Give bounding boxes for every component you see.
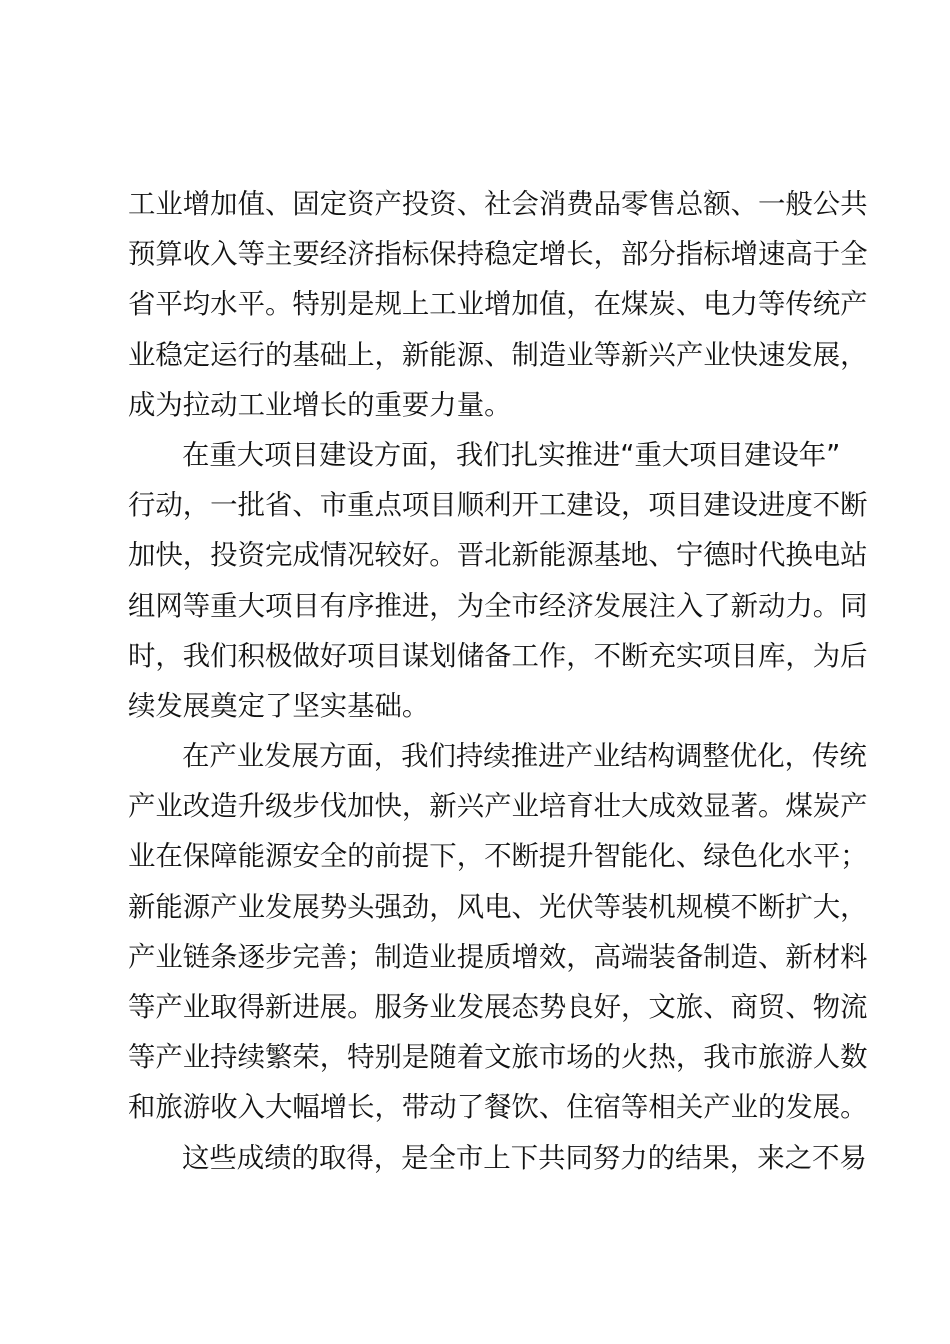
text-line: 省平均水平。特别是规上工业增加值，在煤炭、电力等传统产: [128, 289, 868, 321]
text-line: 等产业持续繁荣，特别是随着文旅市场的火热，我市旅游人数: [128, 1042, 868, 1074]
text-line: 时，我们积极做好项目谋划储备工作，不断充实项目库，为后: [128, 640, 868, 672]
paragraph-2: [128, 431, 868, 732]
text-line: 业稳定运行的基础上，新能源、制造业等新兴产业快速发展，: [128, 339, 868, 371]
text-line: 行动，一批省、市重点项目顺利开工建设，项目建设进度不断: [128, 490, 868, 522]
text-line: 组网等重大项目有序推进，为全市经济发展注入了新动力。同: [128, 590, 868, 622]
text-line: 和旅游收入大幅增长，带动了餐饮、住宿等相关产业的发展。: [128, 1092, 868, 1124]
text-line: 业在保障能源安全的前提下，不断提升智能化、绿色化水平；: [128, 841, 868, 873]
text-line: 工业增加值、固定资产投资、社会消费品零售总额、一般公共: [128, 189, 868, 220]
text-line: 这些成绩的取得，是全市上下共同努力的结果，来之不易: [182, 1142, 867, 1174]
text-line: 成为拉动工业增长的重要力量。: [128, 389, 512, 421]
document-body: [128, 180, 868, 1184]
text-line: 预算收入等主要经济指标保持稳定增长，部分指标增速高于全: [128, 239, 868, 271]
text-line: 产业链条逐步完善；制造业提质增效，高端装备制造、新材料: [128, 941, 868, 973]
text-line: 加快，投资完成情况较好。晋北新能源基地、宁德时代换电站: [128, 540, 868, 572]
paragraph-4: [128, 1134, 867, 1184]
paragraph-1: [128, 180, 868, 431]
text-line: 产业改造升级步伐加快，新兴产业培育壮大成效显著。煤炭产: [128, 791, 868, 823]
text-line: 等产业取得新进展。服务业发展态势良好，文旅、商贸、物流: [128, 992, 868, 1023]
text-line: 在重大项目建设方面，我们扎实推进“重大项目建设年”: [182, 439, 841, 471]
paragraph-3: [128, 732, 868, 1134]
text-line: 续发展奠定了坚实基础。: [128, 690, 430, 722]
text-line: 在产业发展方面，我们持续推进产业结构调整优化，传统: [182, 741, 867, 773]
text-line: 新能源产业发展势头强劲，风电、光伏等装机规模不断扩大，: [128, 891, 868, 923]
